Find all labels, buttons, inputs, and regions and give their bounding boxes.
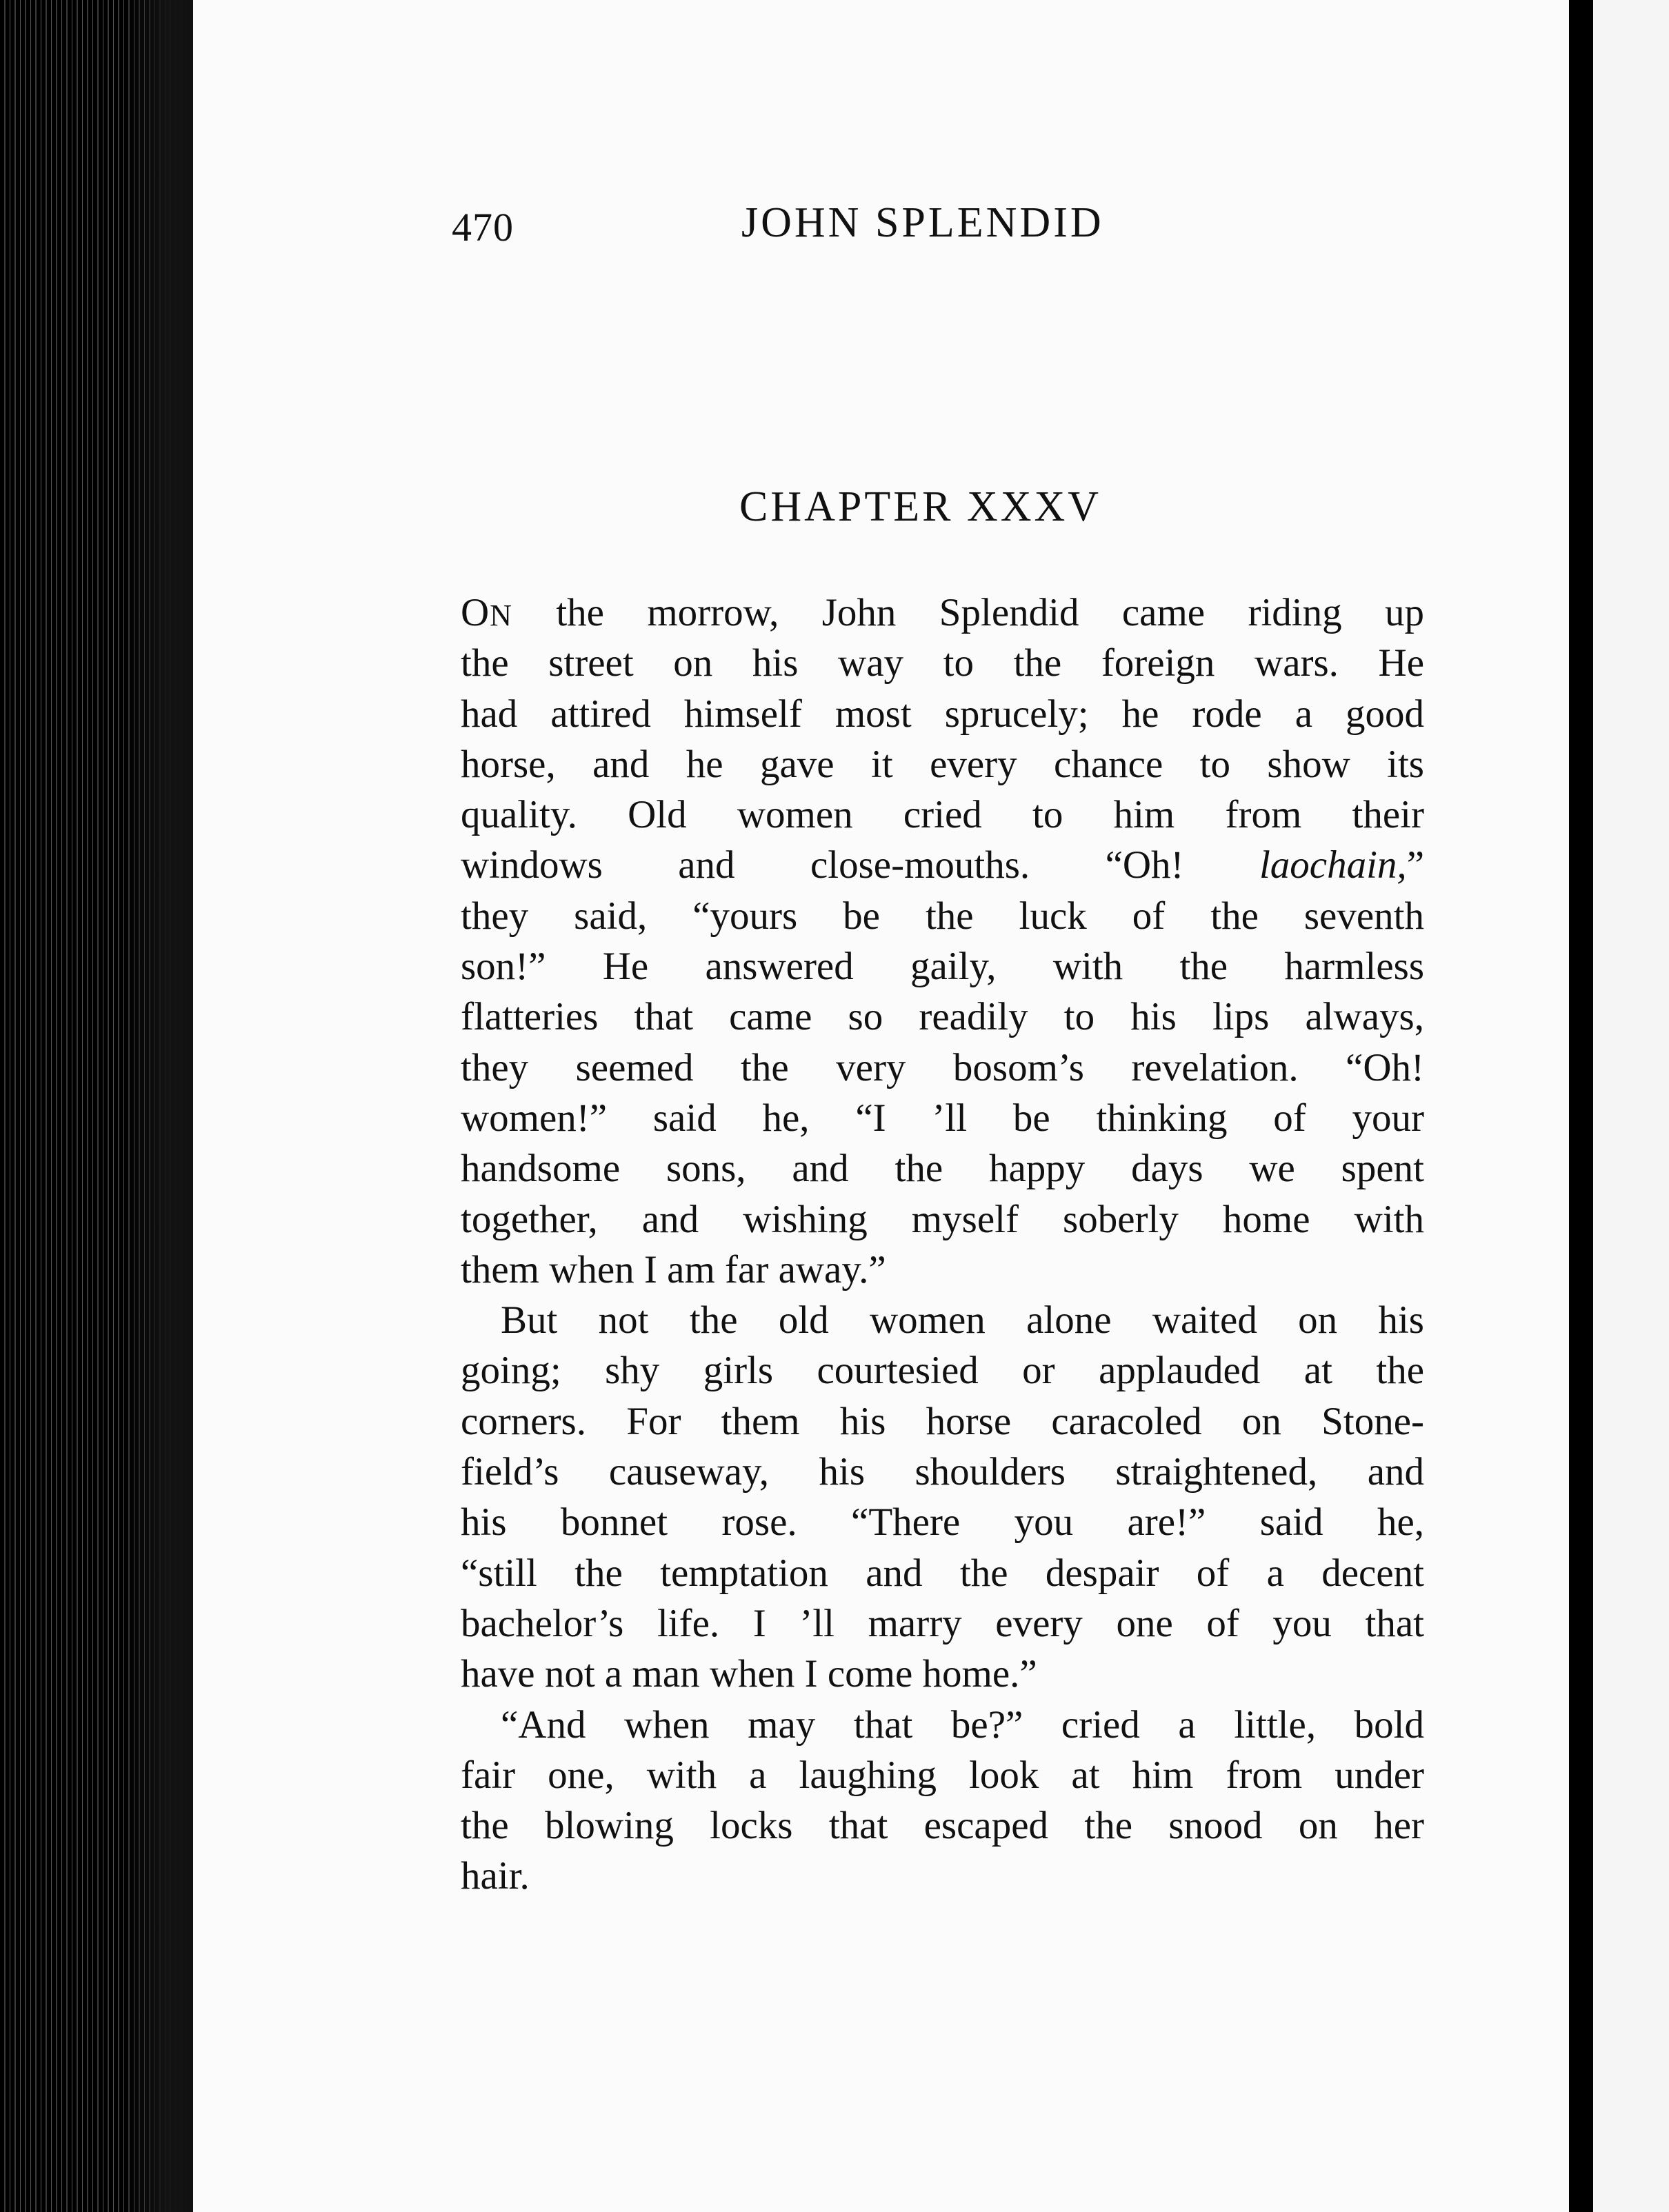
text-line	[461, 840, 1424, 890]
text-line: handsome sons, and the happy days we spent	[461, 1147, 1424, 1191]
gutter-shadow	[124, 0, 193, 2212]
text-line: the street on his way to the foreign wars. He	[461, 641, 1424, 685]
text-line: “And when may that be?” cried a little, bold	[501, 1702, 1424, 1747]
page-number: 470	[452, 205, 514, 250]
text-line: corners. For them his horse caracoled on Stone-	[461, 1399, 1424, 1443]
text-line: women!” said he, “I ’ll be thinking of your	[461, 1096, 1424, 1140]
text-line: together, and wishing myself soberly home with	[461, 1197, 1424, 1241]
text-line: horse, and he gave it every chance to show its	[461, 742, 1424, 786]
text-line: “still the temptation and the despair of a decent	[461, 1551, 1424, 1595]
text-line	[461, 587, 1424, 638]
opening-capital: O	[461, 591, 490, 634]
opening-word	[461, 591, 513, 634]
text-line: field’s causeway, his shoulders straightened, and	[461, 1450, 1424, 1494]
text-line: hair.	[461, 1854, 530, 1898]
opening-small-caps: N	[490, 599, 513, 632]
text-line: fair one, with a laughing look at him from under	[461, 1753, 1424, 1797]
text-line: But not the old women alone waited on his	[501, 1298, 1424, 1343]
text-segment: windows and close-mouths. “Oh!	[461, 843, 1259, 887]
text-line: them when I am far away.”	[461, 1247, 886, 1291]
facing-page-edge	[1593, 0, 1669, 2212]
text-line: son!” He answered gaily, with the harmless	[461, 945, 1424, 989]
text-line: had attired himself most sprucely; he rode a good	[461, 692, 1424, 736]
text-line: they seemed the very bosom’s revelation. “Oh!	[461, 1045, 1424, 1089]
text-line: flatteries that came so readily to his lips always,	[461, 995, 1424, 1039]
text-line: his bonnet rose. “There you are!” said he,	[461, 1500, 1424, 1545]
text-segment: ”	[1406, 843, 1424, 887]
text-line-rest: the morrow, John Splendid came riding up	[512, 591, 1424, 634]
chapter-heading: CHAPTER XXXV	[739, 483, 1102, 530]
text-line: quality. Old women cried to him from their	[461, 793, 1424, 837]
body-text	[461, 587, 1424, 1902]
running-title: JOHN SPLENDID	[741, 199, 1104, 246]
text-line: going; shy girls courtesied or applauded at the	[461, 1349, 1424, 1393]
italic-word: laochain,	[1259, 843, 1407, 887]
text-line: the blowing locks that escaped the snood on her	[461, 1804, 1424, 1848]
text-line: they said, “yours be the luck of the seventh	[461, 894, 1424, 938]
text-line: bachelor’s life. I ’ll marry every one of you that	[461, 1601, 1424, 1645]
running-head	[452, 199, 1141, 261]
binding-strip	[1569, 0, 1593, 2212]
text-line: have not a man when I come home.”	[461, 1652, 1037, 1696]
